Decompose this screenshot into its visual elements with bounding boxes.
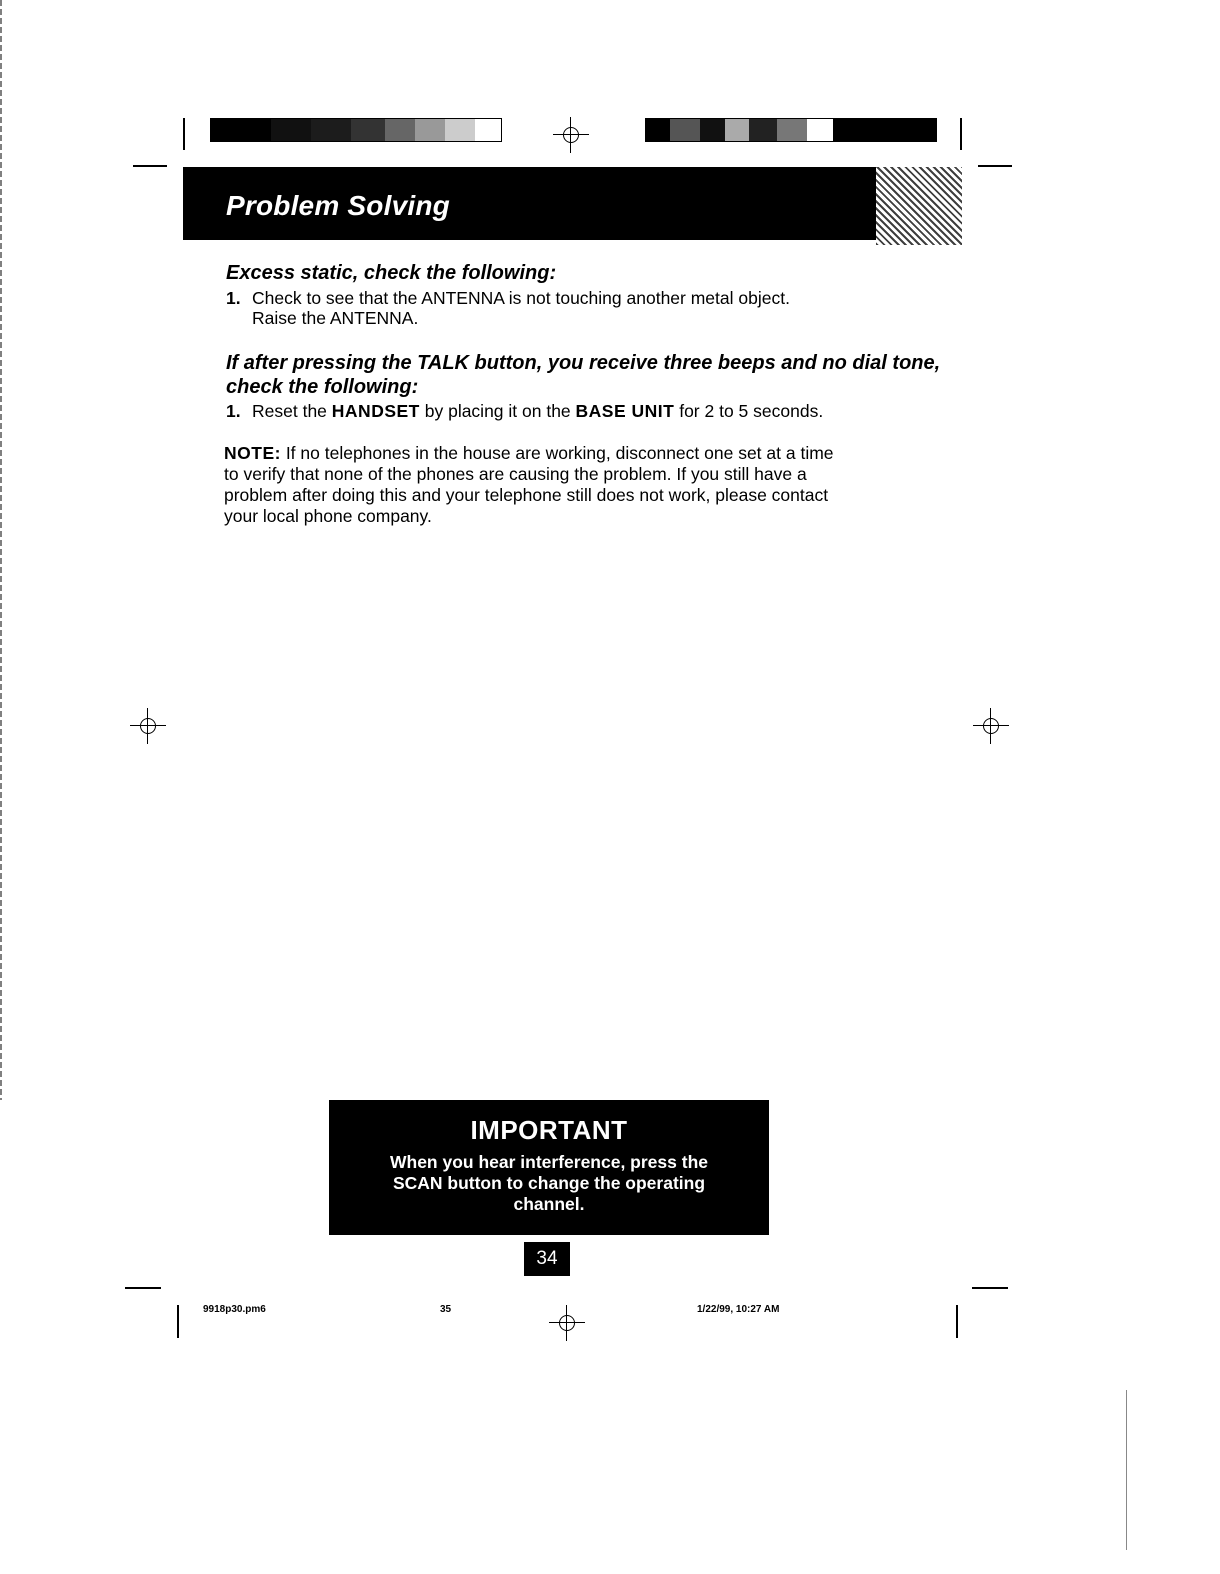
crosshair-registration-icon — [973, 708, 1009, 744]
crop-mark-bottom-right-h — [972, 1287, 1008, 1289]
crop-mark-bottom-left-h — [125, 1287, 161, 1289]
note-text: If no telephones in the house are working, disconnect one set at a time — [280, 443, 834, 463]
note-line: to verify that none of the phones are causing the problem. If you still have a — [224, 464, 807, 484]
important-title: IMPORTANT — [470, 1115, 628, 1145]
crosshair-registration-icon — [130, 708, 166, 744]
crop-mark-bottom-right — [956, 1305, 958, 1338]
keyword-handset: HANDSET — [331, 401, 420, 421]
important-text: When you hear interference, press the SCAN button to change the operating channel. — [389, 1152, 708, 1214]
scan-edge — [1126, 1390, 1127, 1550]
list-item-text: Check to see that the ANTENNA is not touching another metal object. — [252, 288, 790, 308]
note-line: problem after doing this and your telephone still does not work, please contact — [224, 485, 829, 505]
list-number: 1. — [226, 401, 241, 421]
text-run: by placing it on the — [419, 401, 576, 421]
footer-page: 35 — [440, 1304, 452, 1315]
crop-mark-top-right-h — [978, 165, 1012, 167]
page-number: 34 — [524, 1242, 570, 1276]
crop-mark-bottom-left — [177, 1305, 179, 1338]
crosshair-registration-icon — [549, 1305, 585, 1341]
text-run: for 2 to 5 seconds. — [674, 401, 824, 421]
scan-edge — [0, 0, 2, 1100]
crop-mark-top-right — [960, 118, 962, 150]
text-run: Reset the — [252, 401, 332, 421]
note-line: your local phone company. — [224, 506, 432, 526]
section-heading-talk-cont: check the following: — [226, 376, 419, 398]
footer-timestamp: 1/22/99, 10:27 AM — [697, 1304, 780, 1315]
section-heading-talk: If after pressing the TALK button, you receive three beeps and no dial tone, — [226, 352, 941, 374]
list-item — [226, 288, 241, 309]
calibration-strip-right — [645, 118, 937, 142]
list-item-text: Raise the ANTENNA. — [252, 308, 419, 328]
crosshair-registration-icon — [553, 117, 589, 153]
page-title: Problem Solving — [226, 190, 450, 221]
note-line — [224, 443, 834, 464]
note-label: NOTE: — [224, 443, 281, 463]
list-item-text — [252, 401, 823, 422]
crop-mark-top-left — [183, 118, 185, 150]
footer-filename: 9918p30.pm6 — [203, 1304, 266, 1315]
important-callout — [329, 1100, 769, 1235]
crop-mark-top-left-h — [133, 165, 167, 167]
section-heading-static: Excess static, check the following: — [226, 262, 557, 284]
halftone-pattern — [876, 167, 962, 245]
calibration-strip-left — [210, 118, 502, 142]
keyword-base-unit: BASE UNIT — [575, 401, 675, 421]
list-number: 1. — [226, 288, 241, 308]
list-item — [226, 401, 241, 422]
